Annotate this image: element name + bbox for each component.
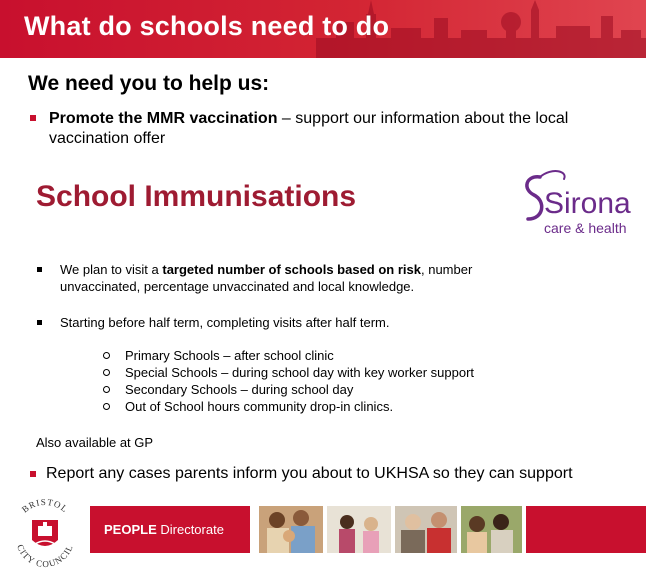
footer-red-panel <box>526 506 646 553</box>
red-bullet-icon <box>30 471 36 477</box>
circle-bullet-icon <box>103 386 110 393</box>
logo-wordmark: Sirona <box>544 187 631 220</box>
promote-bold: Promote the MMR vaccination <box>49 110 278 127</box>
promote-text <box>49 109 619 149</box>
red-bullet-icon <box>30 115 36 121</box>
svg-text:BRISTOL: BRISTOL <box>19 496 71 515</box>
bullet-icon <box>37 320 42 325</box>
immunisations-title: School Immunisations <box>36 180 357 213</box>
visit-pre: We plan to visit a <box>60 262 163 277</box>
list-item: Secondary Schools – during school day <box>103 381 474 398</box>
sirona-logo <box>518 163 633 241</box>
people-directorate-panel <box>90 506 250 553</box>
starting-text: Starting before half term, completing visits after half term. <box>60 315 390 330</box>
bristol-city-council-crest <box>8 494 82 574</box>
list-item: Special Schools – during school day with key worker support <box>103 364 474 381</box>
title-banner <box>0 0 646 58</box>
school-types-list <box>103 347 474 415</box>
circle-bullet-icon <box>103 369 110 376</box>
circle-bullet-icon <box>103 403 110 410</box>
circle-bullet-icon <box>103 352 110 359</box>
carer-photo <box>395 506 457 553</box>
gp-text: Also available at GP <box>36 435 154 450</box>
family-photo <box>259 506 323 553</box>
logo-subtitle: care & health <box>544 220 627 236</box>
visit-post: , number unvaccinated, percentage unvaccinated and local knowledge. <box>60 262 473 294</box>
visit-bold: targeted number of schools based on risk <box>162 262 421 277</box>
page-title: What do schools need to do <box>24 11 390 41</box>
visit-plan-text <box>60 261 540 295</box>
report-text: Report any cases parents inform you about to UKHSA so they can support <box>46 465 573 482</box>
young-people-photo <box>461 506 522 553</box>
help-heading: We need you to help us: <box>28 72 270 95</box>
children-photo <box>327 506 391 553</box>
list-item: Primary Schools – after school clinic <box>103 347 474 364</box>
promote-rest: – support our information about the local vaccination offer <box>49 110 569 147</box>
svg-text:CITY COUNCIL: CITY COUNCIL <box>15 542 75 570</box>
bullet-icon <box>37 267 42 272</box>
directorate-label: PEOPLE Directorate <box>104 522 224 537</box>
list-item: Out of School hours community drop-in clinics. <box>103 398 474 415</box>
